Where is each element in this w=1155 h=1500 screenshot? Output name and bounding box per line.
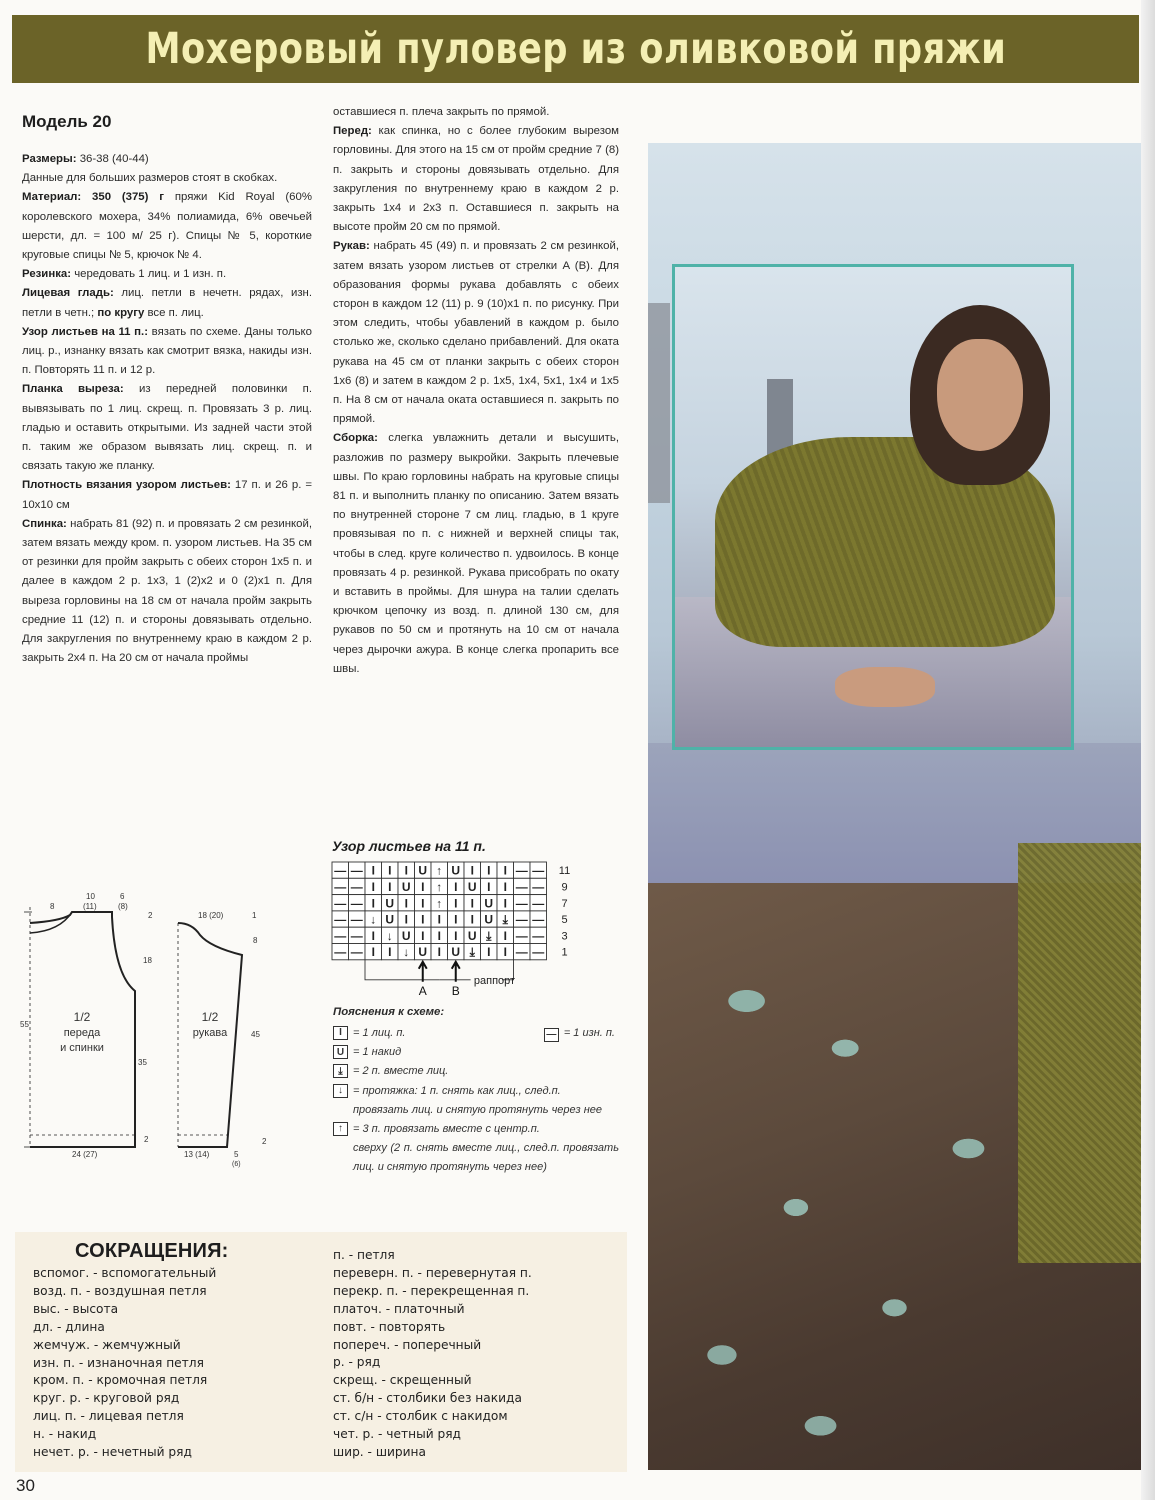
chart-cell-symbol: — <box>515 945 528 960</box>
chart-cell-symbol: U <box>401 928 411 943</box>
abbreviation-item: изн. п. - изнаночная петля <box>33 1355 204 1370</box>
abbreviation-item: п. - петля <box>333 1248 395 1262</box>
chart-cell-symbol: — <box>334 879 347 894</box>
instruction-paragraph <box>22 265 312 284</box>
chart-cell-symbol: — <box>515 912 528 927</box>
instruction-text: слегка увлажнить детали и высушить, разложив по размеру выкройки. Закрыть плечевые швы. По краю горловины набрать на круговые спицы 81 п. и выполнить планку по описанию. Затем вязать по внутренней стороне 7 см лиц. гладью, в 1 круге провязывая по п. с нижней и верхней спицы так, чтобы в след. круге количество п. удвоилось. В конце провязать 4 р. резинкой. Рукава присобрать по окату и вставить в проймы. Для шнура на талии сделать крючком цепочку из возд. п. длиной 130 см, для рукавов по 50 см и протянуть на 10 см от начала через дырочки ажура. В конце слегка пропарить все швы. <box>333 432 619 675</box>
chart-row-number: 7 <box>561 897 568 910</box>
abbreviation-item: возд. п. - воздушная петля <box>33 1283 207 1298</box>
chart-cell-symbol: — <box>532 945 545 960</box>
chart-cell-symbol: I <box>421 879 425 894</box>
chart-cell-symbol: I <box>404 912 408 927</box>
abbreviation-item: р. - ряд <box>333 1355 381 1370</box>
chart-cell-symbol: — <box>350 879 363 894</box>
chart-cell-symbol: — <box>350 863 363 878</box>
instruction-label: Плотность вязания узором листьев: <box>22 479 231 492</box>
legend-text: = 1 накид <box>353 1046 402 1059</box>
chart-cell-symbol: I <box>437 928 441 943</box>
title-banner <box>12 15 1139 83</box>
chart-cell-symbol: I <box>371 928 375 943</box>
dim-sleeve-rib: 2 <box>262 1137 267 1146</box>
legend-purl-text: = 1 изн. п. <box>563 1027 615 1039</box>
abbreviations-list-right <box>333 1247 532 1462</box>
chart-cell-symbol: I <box>404 896 408 911</box>
chart-cell-symbol: U <box>467 928 477 943</box>
chart-cell-symbol: U <box>467 879 477 894</box>
abbreviation-item: выс. - высота <box>33 1301 119 1316</box>
abbreviation-item: кром. п. - кромочная петля <box>33 1373 208 1388</box>
chart-cell-symbol: I <box>421 928 425 943</box>
chart-cell-symbol: I <box>454 912 458 927</box>
instruction-paragraph <box>333 103 619 122</box>
instruction-label: Материал: 350 (375) г <box>22 191 164 204</box>
chart-cell-symbol: — <box>515 928 528 943</box>
instruction-paragraph <box>333 237 619 429</box>
chart-cell-symbol: I <box>470 912 474 927</box>
chart-cell-symbol: U <box>418 945 428 960</box>
abbreviation-item: платоч. - платочный <box>333 1301 465 1316</box>
chart-cell-symbol: U <box>451 863 461 878</box>
chart-cell-symbol: U <box>484 912 494 927</box>
stitch-symbol-icon: ⤓ <box>333 1064 348 1078</box>
abbreviation-item: ст. б/н - столбики без накида <box>333 1391 522 1406</box>
instruction-label: Спинка: <box>22 517 67 530</box>
chart-cell-symbol: U <box>451 945 461 960</box>
chart-cell-symbol: ⤓ <box>502 912 508 927</box>
instruction-label: Сборка: <box>333 432 378 445</box>
chart-cell-symbol: I <box>437 912 441 927</box>
chart-row-number: 11 <box>558 865 570 878</box>
chart-cell-symbol: I <box>503 945 507 960</box>
legend-text: = 2 п. вместе лиц. <box>353 1065 449 1078</box>
sleeve-label-2: рукава <box>192 1027 228 1039</box>
dim-body-width: 24 (27) <box>72 1150 98 1159</box>
abbreviation-item: повт. - повторять <box>333 1319 446 1334</box>
instructions-column-2 <box>333 103 619 679</box>
chart-cell-symbol: I <box>503 863 507 878</box>
dim-sleeve-bottom: 13 (14) <box>184 1150 210 1159</box>
chart-cell-symbol: U <box>385 912 395 927</box>
instruction-paragraph <box>22 515 312 669</box>
abbreviation-item: скрещ. - скрещенный <box>333 1373 472 1388</box>
instruction-paragraph <box>22 150 312 169</box>
dim-body-top-mid: 10 <box>86 892 95 901</box>
chart-cell-symbol: — <box>350 945 363 960</box>
purl-symbol-icon: — <box>544 1028 559 1042</box>
chart-cell-symbol: I <box>404 863 408 878</box>
chart-cell-symbol: — <box>334 896 347 911</box>
instruction-paragraph <box>333 122 619 237</box>
instruction-text: все п. лиц. <box>144 306 204 319</box>
start-arrow-label: A <box>418 983 427 998</box>
model-photo-inset <box>672 264 1074 750</box>
instruction-text: из передней половинки п. вывязывать по 1 лиц. скрещ. п. Провязать 3 р. лиц. гладью и оставить открытыми. Из задней части этой п. таким же образом вывязать лиц. скрещ. п. и связать такую же планку. <box>22 383 312 473</box>
chart-cell-symbol: — <box>334 945 347 960</box>
page-edge <box>1141 0 1155 1500</box>
dim-sleeve-cap: 8 <box>253 936 258 945</box>
legend-text: = 3 п. провязать вместе с центр.п. <box>353 1123 540 1136</box>
chart-cell-symbol: I <box>454 879 458 894</box>
model-title: Модель 20 <box>22 112 112 131</box>
chart-cell-symbol: I <box>371 945 375 960</box>
inset-hand <box>835 667 935 707</box>
chart-cell-symbol: ⤓ <box>486 928 492 943</box>
abbreviation-item: круг. р. - круговой ряд <box>33 1391 180 1406</box>
abbreviations-title: СОКРАЩЕНИЯ: <box>75 1240 229 1262</box>
pattern-chart <box>330 860 570 1005</box>
legend-text: = 1 лиц. п. <box>353 1027 406 1039</box>
stitch-symbol-icon: U <box>333 1045 348 1059</box>
chart-cell-symbol: — <box>532 912 545 927</box>
instruction-label: Планка выреза: <box>22 383 124 396</box>
abbreviation-item: нечет. р. - нечетный ряд <box>33 1445 192 1460</box>
instruction-text: чередовать 1 лиц. и 1 изн. п. <box>71 268 227 281</box>
chart-cell-symbol: — <box>334 912 347 927</box>
instruction-text: оставшиеся п. плеча закрыть по прямой. <box>333 106 550 118</box>
instruction-text: Данные для больших размеров стоят в скобках. <box>22 172 278 185</box>
abbreviation-item: чет. р. - четный ряд <box>333 1427 461 1442</box>
dim-body-top-left: 8 <box>50 902 55 911</box>
chart-cell-symbol: I <box>503 896 507 911</box>
abbreviation-item: н. - накид <box>33 1427 97 1442</box>
chart-cell-symbol: — <box>515 896 528 911</box>
abbreviation-item: дл. - длина <box>33 1319 105 1334</box>
instruction-label: Лицевая гладь: <box>22 287 114 300</box>
instruction-paragraph <box>22 169 312 188</box>
instruction-paragraph <box>22 380 312 476</box>
chart-cell-symbol: I <box>371 863 375 878</box>
pattern-legend <box>333 1024 619 1178</box>
dim-sleeve-cap-top: 1 <box>252 911 257 920</box>
dim-sleeve-top: 18 (20) <box>198 911 224 920</box>
chart-cell-symbol: U <box>484 896 494 911</box>
chart-cell-symbol: — <box>334 863 347 878</box>
dim-body-rib: 2 <box>144 1135 149 1144</box>
start-arrow-label: B <box>451 983 460 998</box>
instruction-text: набрать 81 (92) п. и провязать 2 см резинкой, затем вязать между кром. п. узором листьев. На 35 см от резинки для пройм закрыть с обеих сторон 1x5 п. и далее в каждом 2 р. 1x3, 1 (2)x2 и 0 (2)x1 п. Для выреза горловины на 18 см от начала пройм закрыть средние 11 (12) п. и стороны довязывать отдельно. Для закругления по внутреннему краю в каждом 2 р. закрыть 2x4 п. На 20 см от начала проймы <box>22 517 312 665</box>
abbreviation-item: ст. с/н - столбик с накидом <box>333 1409 508 1424</box>
instruction-text: 17 п. и 26 р. = 10x10 см <box>22 479 312 511</box>
photo-pier-post <box>648 303 670 503</box>
dim-body-side: 35 <box>138 1058 147 1067</box>
instruction-label: Резинка: <box>22 268 72 281</box>
chart-cell-symbol: — <box>532 928 545 943</box>
chart-cell-symbol: I <box>421 896 425 911</box>
chart-cell-symbol: I <box>371 896 375 911</box>
start-arrow-icon <box>419 962 427 982</box>
body-label-2: переда <box>63 1027 101 1039</box>
dim-sleeve-increase: 5 <box>234 1150 239 1159</box>
instructions-column-1 <box>22 150 312 668</box>
chart-cell-symbol: U <box>385 896 395 911</box>
chart-cell-symbol: I <box>487 879 491 894</box>
dim-body-armhole: 18 <box>143 956 152 965</box>
chart-cell-symbol: — <box>350 928 363 943</box>
legend-item <box>333 1062 619 1081</box>
dim-body-shoulder: 2 <box>148 911 153 920</box>
chart-cell-symbol: U <box>401 879 411 894</box>
abbreviation-item: лиц. п. - лицевая петля <box>33 1409 184 1424</box>
stitch-symbol-icon: ↑ <box>333 1122 348 1136</box>
chart-cell-symbol: I <box>437 945 441 960</box>
instruction-text: как спинка, но с более глубоким вырезом горловины. Для этого на 15 см от пройм средние 7 (8) п. закрыть и стороны довязывать отдельно. Для закругления по внутреннему краю в каждом 2 р. закрыть 1x4 и 2x3 п. Оставшиеся п. закрыть на высоте пройм 20 см по прямой. <box>333 125 619 234</box>
chart-cell-symbol: ↓ <box>386 928 393 943</box>
chart-cell-symbol: ↓ <box>370 912 377 927</box>
chart-cell-symbol: U <box>418 863 428 878</box>
chart-cell-symbol: I <box>470 896 474 911</box>
sleeve-label-1: 1/2 <box>201 1010 219 1024</box>
pattern-chart-title: Узор листьев на 11 п. <box>332 838 486 854</box>
chart-cell-symbol: — <box>350 896 363 911</box>
chart-row-number: 9 <box>561 881 568 894</box>
dim-sleeve-increase-alt: (6) <box>232 1161 241 1168</box>
dim-body-top-right-alt: (8) <box>118 902 128 911</box>
dim-body-top-mid-alt: (11) <box>83 902 97 911</box>
instruction-text: лиц. петли в нечетн. рядах, изн. петли в четн.; <box>22 287 313 319</box>
instruction-label: Перед: <box>333 125 372 138</box>
page-title: Мохеровый пуловер из оливковой пряжи <box>145 24 1006 74</box>
abbreviation-item: попереч. - поперечный <box>333 1337 482 1352</box>
inset-face <box>937 339 1023 451</box>
instruction-paragraph <box>22 476 312 514</box>
legend-item <box>333 1082 619 1101</box>
instruction-label: Рукав: <box>333 240 370 253</box>
legend-text-continued: сверху (2 п. снять вместе лиц., след.п. провязать лиц. и снятую протянуть через нее) <box>353 1142 619 1174</box>
chart-cell-symbol: — <box>532 863 545 878</box>
repeat-label: раппорт <box>473 974 516 987</box>
instruction-paragraph <box>22 284 312 322</box>
chart-cell-symbol: I <box>503 879 507 894</box>
body-label-1: 1/2 <box>73 1010 91 1024</box>
chart-cell-symbol: ⤓ <box>469 945 475 960</box>
legend-item-purl <box>544 1024 615 1043</box>
abbreviation-item: жемчуж. - жемчужный <box>33 1337 181 1352</box>
chart-cell-symbol: — <box>515 879 528 894</box>
chart-cell-symbol: ↑ <box>436 863 443 878</box>
instruction-paragraph <box>22 188 312 265</box>
chart-row-number: 5 <box>561 914 568 927</box>
chart-cell-symbol: I <box>470 863 474 878</box>
instruction-label: Размеры: <box>22 153 77 165</box>
chart-cell-symbol: I <box>503 928 507 943</box>
chart-cell-symbol: I <box>388 879 392 894</box>
instruction-text: 36-38 (40-44) <box>76 153 149 165</box>
chart-cell-symbol: I <box>454 896 458 911</box>
chart-cell-symbol: I <box>371 879 375 894</box>
legend-item <box>333 1120 619 1139</box>
instruction-text: набрать 45 (49) п. и провязать 2 см резинкой, затем вязать узором листьев от стрелки A (B). Для образования формы рукава добавлять с обеих сторон в каждом 12 (11) р. 9 (10)x1 п. по рисунку. При этом следить, чтобы убавлений в каждом р. было столько же, сколько сделано прибавлений. Для оката рукава на 45 см от планки закрыть с обеих сторон 1x6 (8) и затем в каждом 2 р. 1x5, 1x4, 5x1, 1x4 и 1x5 п. На 8 см от начала оката оставшиеся п. закрыть по прямой. <box>333 240 619 426</box>
instruction-label: по кругу <box>97 306 145 319</box>
chart-cell-symbol: ↑ <box>436 896 443 911</box>
chart-cell-symbol: — <box>515 863 528 878</box>
chart-cell-symbol: I <box>421 912 425 927</box>
stitch-symbol-icon: ↓ <box>333 1084 348 1098</box>
body-label-3: и спинки <box>60 1042 104 1054</box>
instruction-text: вязать по схеме. Даны только лиц. р., изнанку вязать как смотрит вязка, накиды изн. п. Повторять 11 п. и 12 р. <box>22 325 312 377</box>
chart-cell-symbol: I <box>454 928 458 943</box>
chart-cell-symbol: I <box>388 945 392 960</box>
abbreviation-item: шир. - ширина <box>333 1444 426 1459</box>
chart-row-number: 1 <box>561 946 568 959</box>
instruction-paragraph <box>333 429 619 679</box>
chart-cell-symbol: ↑ <box>436 879 443 894</box>
dim-body-top-right: 6 <box>120 892 125 901</box>
page-number: 30 <box>16 1476 35 1495</box>
chart-row-number: 3 <box>561 930 568 943</box>
legend-text-continued: провязать лиц. и снятую протянуть через нее <box>353 1103 602 1116</box>
chart-cell-symbol: I <box>487 945 491 960</box>
dim-sleeve-length: 45 <box>251 1030 260 1039</box>
photo-knit-detail <box>1018 843 1141 1263</box>
legend-text: = протяжка: 1 п. снять как лиц., след.п. <box>353 1084 561 1097</box>
chart-cell-symbol: — <box>532 879 545 894</box>
chart-cell-symbol: ↓ <box>403 945 410 960</box>
instruction-text: пряжи Kid Royal (60% королевского мохера, 34% полиамида, 6% овечьей шерсти, дл. = 100 м/ 25 г). Спицы № 5, короткие круговые спицы № 5, крючок № 4. <box>22 191 312 262</box>
instruction-label: Узор листьев на 11 п.: <box>22 325 149 338</box>
chart-cell-symbol: I <box>487 863 491 878</box>
start-arrow-icon <box>452 962 460 982</box>
abbreviation-item: перекр. п. - перекрещенная п. <box>333 1283 530 1298</box>
chart-cell-symbol: — <box>334 928 347 943</box>
abbreviation-item: вспомог. - вспомогательный <box>33 1266 217 1280</box>
garment-schematics <box>20 885 285 1180</box>
chart-cell-symbol: — <box>350 912 363 927</box>
abbreviations-list-left <box>33 1265 216 1462</box>
abbreviation-item: переверн. п. - перевернутая п. <box>333 1265 532 1280</box>
chart-cell-symbol: I <box>388 863 392 878</box>
stitch-symbol-icon: I <box>333 1026 348 1040</box>
legend-title: Пояснения к схеме: <box>333 1006 445 1018</box>
chart-cell-symbol: — <box>532 896 545 911</box>
instruction-paragraph <box>22 323 312 381</box>
dim-body-total: 55 <box>20 1020 29 1029</box>
legend-item <box>333 1043 619 1062</box>
